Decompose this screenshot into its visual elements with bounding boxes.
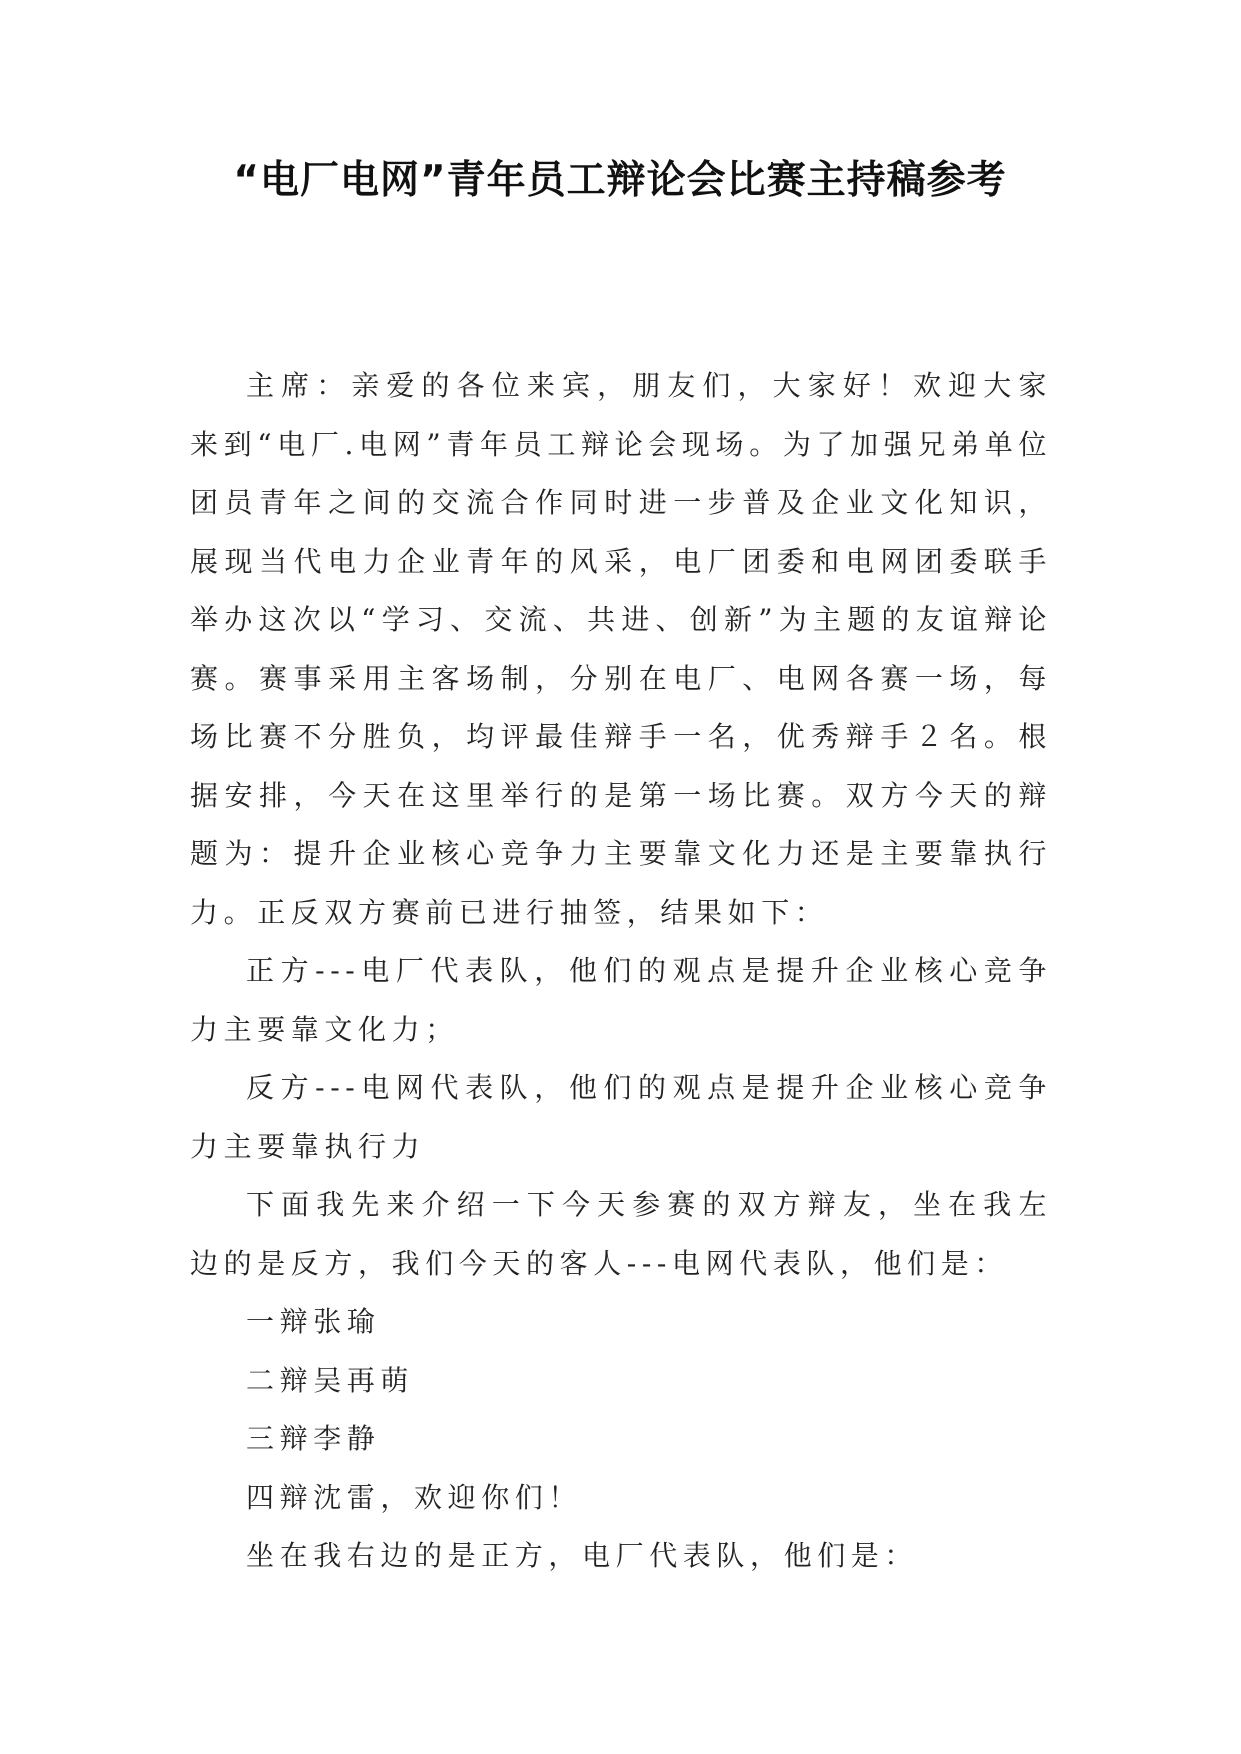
paragraph-first-debater: 一辩张瑜: [246, 1305, 381, 1338]
paragraph-affirmative-side: 正方---电厂代表队，他们的观点是提升企业核心竞争力主要靠文化力；: [190, 954, 1052, 1046]
paragraph-affirmative-team-intro: 坐在我右边的是正方，电厂代表队，他们是：: [246, 1539, 919, 1572]
paragraph-fourth-debater: 四辩沈雷，欢迎你们！: [246, 1480, 583, 1514]
document-body: [190, 357, 1052, 1586]
document-title: “电厂电网”青年员工辩论会比赛主持稿参考: [233, 158, 1007, 203]
paragraph-opening-remarks: 主席：亲爱的各位来宾，朋友们，大家好！欢迎大家来到“电厂.电网”青年员工辩论会现场。为了加强兄弟单位团员青年之间的交流合作同时进一步普及企业文化知识，展现当代电力企业青年的风采，电厂团委和电网团委联手举办这次以“学习、交流、共进、创新”为主题的友谊辩论赛。赛事采用主客场制，分别在电厂、电网各赛一场，每场比赛不分胜负，均评最佳辩手一名，优秀辩手２名。根据安排，今天在这里举行的是第一场比赛。双方今天的辩题为：提升企业核心竞争力主要靠文化力还是主要靠执行力。正反双方赛前已进行抽签，结果如下：: [190, 369, 1052, 929]
paragraph-second-debater: 二辩吴再萌: [246, 1363, 415, 1397]
paragraph-negative-side: 反方---电网代表队，他们的观点是提升企业核心竞争力主要靠执行力: [190, 1071, 1052, 1163]
paragraph-third-debater: 三辩李静: [246, 1422, 381, 1455]
paragraph-introduce-debaters: 下面我先来介绍一下今天参赛的双方辩友，坐在我左边的是反方，我们今天的客人---电网代表队，他们是：: [190, 1188, 1052, 1280]
